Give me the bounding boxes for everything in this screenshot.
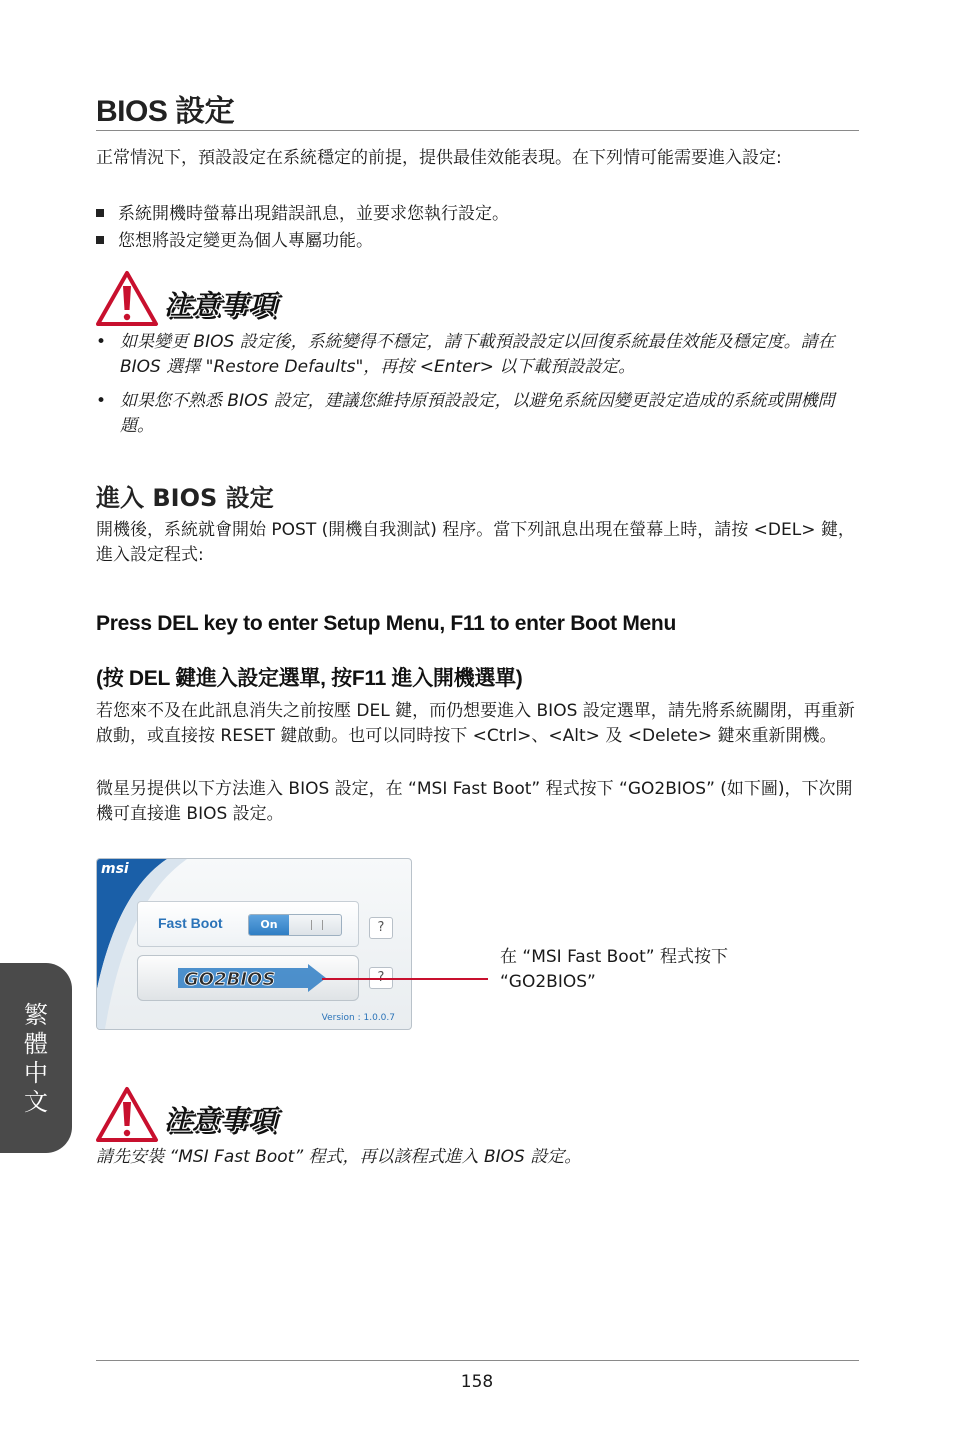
boot-message-en: Press DEL key to enter Setup Menu, F11 to enter Boot Menu (96, 612, 676, 635)
caution-title: 注意事項 (164, 1105, 276, 1136)
help-button[interactable]: ? (369, 917, 393, 939)
language-side-tab: 繁體中文 (0, 963, 72, 1153)
footer-divider (96, 1360, 859, 1361)
warning-icon (95, 270, 159, 327)
page-number: 158 (460, 1372, 494, 1392)
warning-icon (95, 1086, 159, 1143)
section-paragraph: 開機後，系統就會開始 POST (開機自我測試) 程序。當下列訊息出現在螢幕上時，請按 <DEL> 鍵，進入設定程式: (96, 520, 855, 565)
fast-boot-panel (137, 901, 359, 947)
fast-boot-window (96, 858, 412, 1030)
caution-title: 注意事項 (164, 290, 276, 321)
section-paragraph: 若您來不及在此訊息消失之前按壓 DEL 鍵，而仍想要進入 BIOS 設定選單，請先將系統關閉，再重新啟動，或直接按 RESET 鍵啟動。也可以同時按下 <Ctrl>、<Alt> 及 <Delete> 鍵來重新開機。 (96, 701, 855, 746)
title-divider (96, 130, 859, 131)
caution-item: • 如果變更 BIOS 設定後，系統變得不穩定，請下載預設設定以回復系統最佳效能及穩定度。請在 BIOS 選擇 "Restore Defaults"，再按 <Enter> 以下載預設設定。 (96, 332, 835, 377)
page-title: BIOS 設定 (96, 95, 235, 128)
toggle-on-indicator: On (249, 915, 289, 935)
bullet-item: 系統開機時螢幕出現錯誤訊息，並要求您執行設定。 (96, 202, 509, 226)
version-label: Version : 1.0.0.7 (321, 1013, 395, 1023)
caution-text: 請先安裝 “MSI Fast Boot” 程式，再以該程式進入 BIOS 設定。 (96, 1147, 582, 1167)
bullet-item: 您想將設定變更為個人專屬功能。 (96, 229, 373, 253)
boot-message-zh: (按 DEL 鍵進入設定選單, 按F11 進入開機選單) (96, 667, 523, 690)
square-bullet-icon (96, 236, 104, 244)
fast-boot-toggle[interactable] (248, 914, 342, 936)
section-heading: 進入 BIOS 設定 (96, 484, 274, 512)
intro-paragraph: 正常情況下，預設設定在系統穩定的前提，提供最佳效能表現。在下列情可能需要進入設定: (96, 148, 782, 168)
section-paragraph: 微星另提供以下方法進入 BIOS 設定，在 “MSI Fast Boot” 程式按下 “GO2BIOS” (如下圖)，下次開機可直接進 BIOS 設定。 (96, 779, 853, 824)
fast-boot-label: Fast Boot (158, 915, 223, 931)
caution-item: • 如果您不熟悉 BIOS 設定，建議您維持原預設設定，以避免系統因變更設定造成的系統或開機問題。 (96, 391, 835, 436)
callout-line (322, 978, 488, 980)
square-bullet-icon (96, 209, 104, 217)
callout-text: 在 “MSI Fast Boot” 程式按下 “GO2BIOS” (500, 947, 728, 992)
toggle-grip-icon (311, 920, 323, 930)
svg-text:GO2BIOS: GO2BIOS (184, 969, 276, 990)
go2bios-logo (178, 964, 328, 992)
msi-logo: msi (101, 861, 129, 877)
